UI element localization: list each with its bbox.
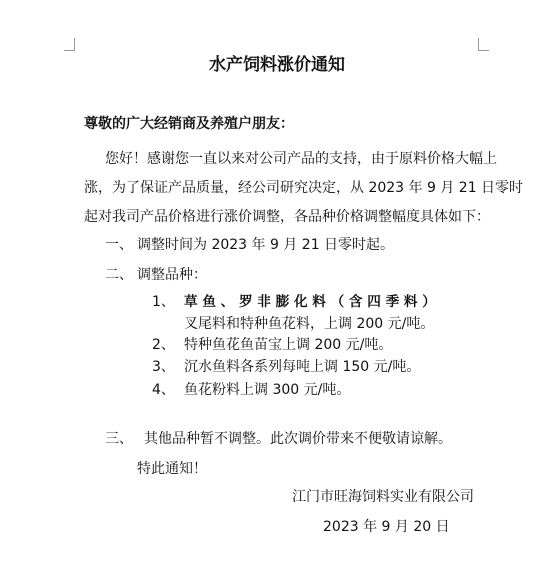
intro-line-2: 涨，为了保证产品质量，经公司研究决定，从 2023 年 9 月 21 日零时 bbox=[84, 180, 524, 196]
salutation: 尊敬的广大经销商及养殖户朋友： bbox=[84, 116, 294, 132]
section-2-text: 调整品种： bbox=[137, 267, 207, 283]
company-name: 江门市旺海饲料实业有限公司 bbox=[292, 489, 474, 505]
section-3-text: 其他品种暂不调整。此次调价带来不便敬请谅解。 bbox=[144, 431, 452, 447]
crop-mark-top-left bbox=[64, 38, 75, 51]
notice-date: 2023 年 9 月 20 日 bbox=[323, 519, 450, 535]
notice-title: 水产饲料涨价通知 bbox=[209, 55, 345, 75]
item-4-number: 4、 bbox=[152, 382, 175, 398]
crop-mark-top-right bbox=[478, 38, 489, 51]
closing-text: 特此通知！ bbox=[137, 461, 207, 477]
item-2-number: 2、 bbox=[152, 337, 175, 353]
intro-line-3: 起对我司产品价格进行涨价调整，各品种价格调整幅度具体如下： bbox=[84, 209, 490, 225]
item-1-line-2: 叉尾料和特种鱼花料，上调 200 元/吨。 bbox=[184, 316, 435, 332]
item-1-line-1: 草 鱼 、 罗 非 膨 化 料 （ 含 四 季 料 ） bbox=[184, 294, 436, 310]
item-1-number: 1、 bbox=[152, 294, 175, 310]
item-3-number: 3、 bbox=[152, 359, 175, 375]
section-2-number: 二、 bbox=[105, 267, 133, 283]
item-3-text: 沉水鱼料各系列每吨上调 150 元/吨。 bbox=[184, 359, 421, 375]
intro-line-1: 您好！感谢您一直以来对公司产品的支持，由于原料价格大幅上 bbox=[105, 151, 497, 167]
item-2-text: 特种鱼花鱼苗宝上调 200 元/吨。 bbox=[184, 337, 393, 353]
section-1-text: 调整时间为 2023 年 9 月 21 日零时起。 bbox=[137, 237, 395, 253]
section-1-number: 一、 bbox=[105, 237, 133, 253]
item-4-text: 鱼花粉料上调 300 元/吨。 bbox=[184, 382, 351, 398]
section-3-number: 三、 bbox=[105, 431, 133, 447]
